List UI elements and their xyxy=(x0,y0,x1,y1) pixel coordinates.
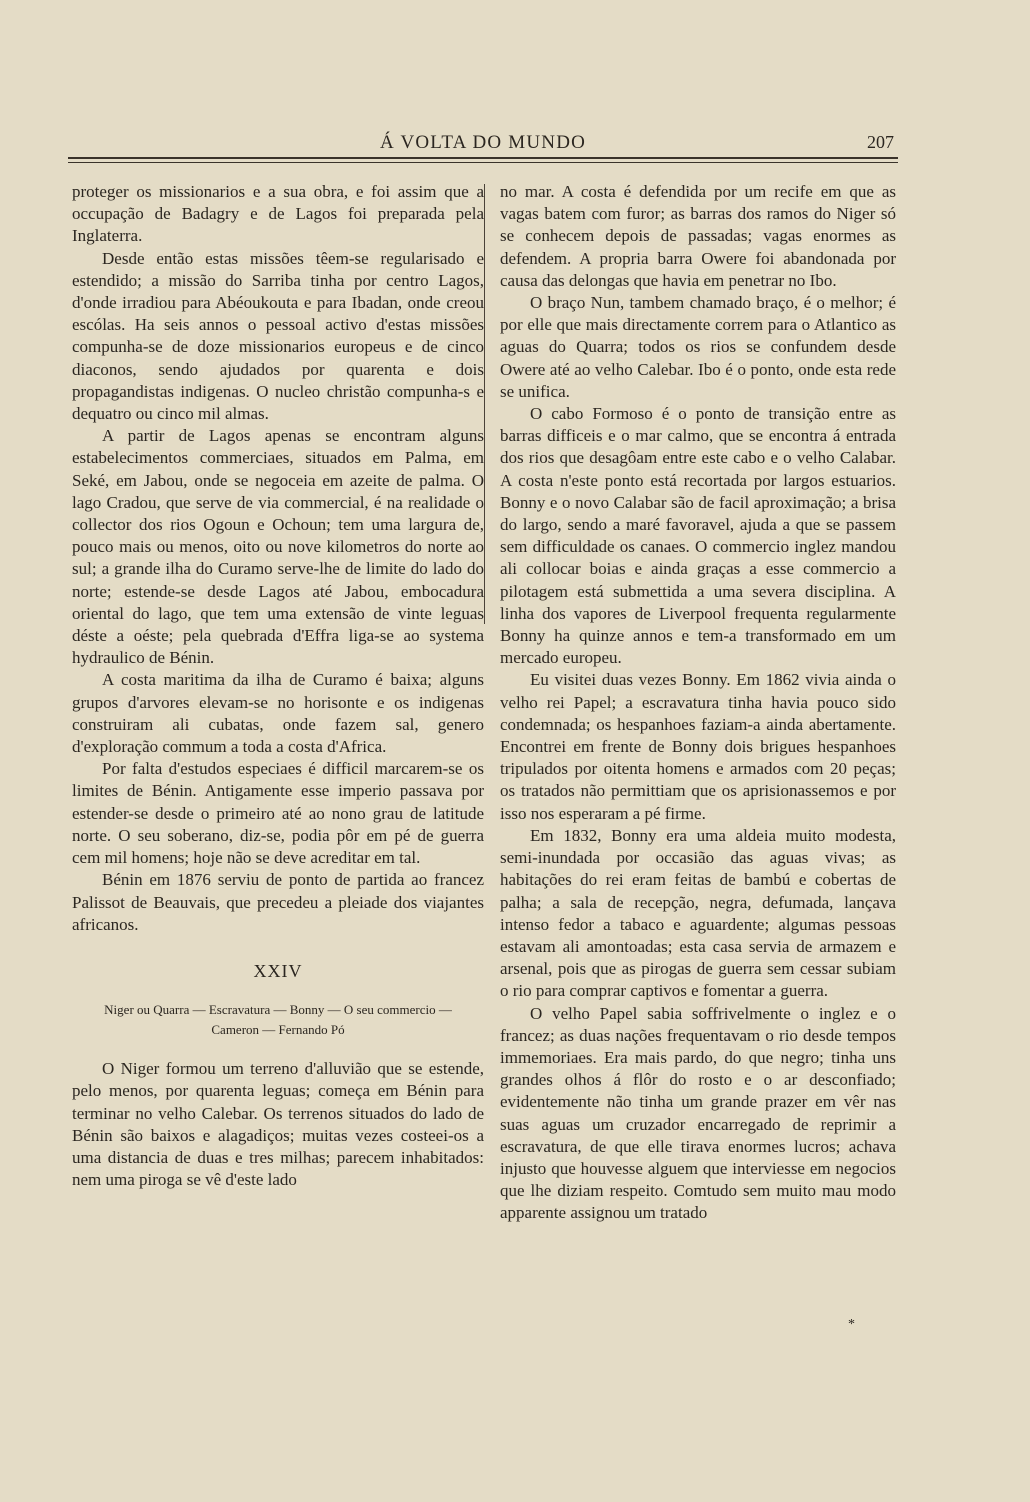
paragraph: Eu visitei duas vezes Bonny. Em 1862 vivia ainda o velho rei Papel; a escravatura tinha havia pouco sido condemnada; os hespanhoes faziam-a ainda abertamente. Encontrei em frente de Bonny dois brigues hespanhoes tripulados por oitenta homens e armados com 20 peças; os tratados não permittiam que os aprisionassemos e por isso nos esperaram a pé firme. xyxy=(500,670,896,823)
running-title: Á VOLTA DO MUNDO xyxy=(379,132,587,153)
paragraph: O velho Papel sabia soffrivelmente o inglez e o francez; as duas nações frequentavam o rio desde tempos immemoriaes. Era mais pardo, do que negro; tinha uns grandes olhos á flôr do rosto e o ar desconfiado; evidentemente não tinha um grande prazer em vêr nas suas aguas um cruzador encarregado de reprimir a escravatura, de que elle tirava enormes lucros; achava injusto que houvesse alguem que interviesse em negocios que lhe diziam respeito. Comtudo sem muito mau modo apparente assignou um tratado xyxy=(500,1003,896,1223)
column-divider xyxy=(484,184,485,624)
left-column xyxy=(72,181,484,1191)
header-rule-thin xyxy=(68,162,898,163)
right-column xyxy=(500,181,896,1225)
paragraph: O braço Nun, tambem chamado braço, é o melhor; é por elle que mais directamente correm para o Atlantico as aguas do Quarra; todos os rios se confundem desde Owere até ao velho Calebar. Ibo é o ponto, onde esta rede se unifica. xyxy=(500,293,896,401)
signature-mark: * xyxy=(848,1317,855,1332)
paragraph: Desde então estas missões têem-se regularisado e estendido; a missão do Sarriba tinha por centro Lagos, d'onde irradiou para Abéoukouta e para Ibadan, onde creou escólas. Ha seis annos o pessoal activo d'estas missões compunha-se de doze missionarios europeus e de cinco diaconos, sendo ajudados por quarenta e dois propagandistas indigenas. O nucleo christão compunha-s e dequatro ou cinco mil almas. xyxy=(72,248,484,424)
paragraph: O cabo Formoso é o ponto de transição entre as barras difficeis e o mar calmo, que se encontra á entrada dos rios que desagôam entre este cabo e o velho Calabar. A costa n'este ponto está recortada por largos estuarios. Bonny e o novo Calabar são de facil aproximação; a brisa do largo, sendo a maré favoravel, ajuda a que se passem sem difficuldade os canaes. O commercio inglez mandou ali collocar boias e ainda graças a esse commercio a pilotagem está submettida a uma severa disciplina. A linha dos vapores de Liverpool frequenta regularmente Bonny ha quinze annos e tem-a transformado em um mercado europeu. xyxy=(500,404,896,668)
paragraph: O Niger formou um terreno d'alluvião que se estende, pelo menos, por quarenta leguas; começa em Bénin para terminar no velho Calebar. Os terrenos situados do lado de Bénin são baixos e alagadiços; muitas vezes costeei-os a uma distancia de duas e tres milhas; parecem inhabitados: nem uma piroga se vê d'este lado xyxy=(72,1059,484,1190)
paragraph: no mar. A costa é defendida por um recife em que as vagas batem com furor; as barras dos ramos do Niger só se conhecem depois de passadas; vagas enormes as defendem. A propria barra Owere foi abandonada por causa das delongas que havia em penetrar no Ibo. xyxy=(500,182,896,290)
paragraph: A partir de Lagos apenas se encontram alguns estabelecimentos commerciaes, situados em Palma, em Seké, em Jabou, onde se negoceia em azeite de palma. O lago Cradou, que serve de via commercial, é na realidade o collector dos rios Ogoun e Ochoun; tem uma largura de, pouco mais ou menos, oito ou nove kilometros do norte ao sul; a grande ilha do Curamo serve-lhe de limite do lado do norte; estende-se desde Lagos até Jabou, embocadura oriental do lago, que tem uma extensão de vinte leguas déste a oéste; pela quebrada d'Effra liga-se ao systema hydraulico de Bénin. xyxy=(72,426,484,668)
paragraph: A costa maritima da ilha de Curamo é baixa; alguns grupos d'arvores elevam-se no horisonte e os indigenas construiram ali cubatas, onde fazem sal, genero d'exploração commum a toda a costa d'Africa. xyxy=(72,670,484,757)
paragraph: proteger os missionarios e a sua obra, e foi assim que a occupação de Badagry e de Lagos foi preparada pela Inglaterra. xyxy=(72,182,484,246)
paragraph: Por falta d'estudos especiaes é difficil marcarem-se os limites de Bénin. Antigamente esse imperio passava por estender-se desde o primeiro até ao nono grau de latitude norte. O seu soberano, diz-se, podia pôr em pé de guerra cem mil homens; hoje não se deve acreditar em tal. xyxy=(72,759,484,868)
page-number: 207 xyxy=(867,132,894,152)
paragraph: Em 1832, Bonny era uma aldeia muito modesta, semi-inundada por occasião das aguas vivas; as habitações do rei eram feitas de bambú e cobertas de palha; a sala de recepção, negra, defumada, lançava intenso fedor a tabaco e aguardente; algumas pessoas estavam ali amontoadas; esta casa servia de armazem e arsenal, pois que as pirogas de guerra sem cessar subiam o rio para comprar captivos e fomentar a guerra. xyxy=(500,825,896,1001)
chapter-number: XXIV xyxy=(253,960,303,981)
paragraph: Bénin em 1876 serviu de ponto de partida ao francez Palissot de Beauvais, que precedeu a pleiade dos viajantes africanos. xyxy=(72,870,484,934)
chapter-summary: Niger ou Quarra — Escravatura — Bonny — O seu commercio — Cameron — Fernando Pó xyxy=(104,1002,452,1038)
header-rule-thick xyxy=(68,157,898,159)
